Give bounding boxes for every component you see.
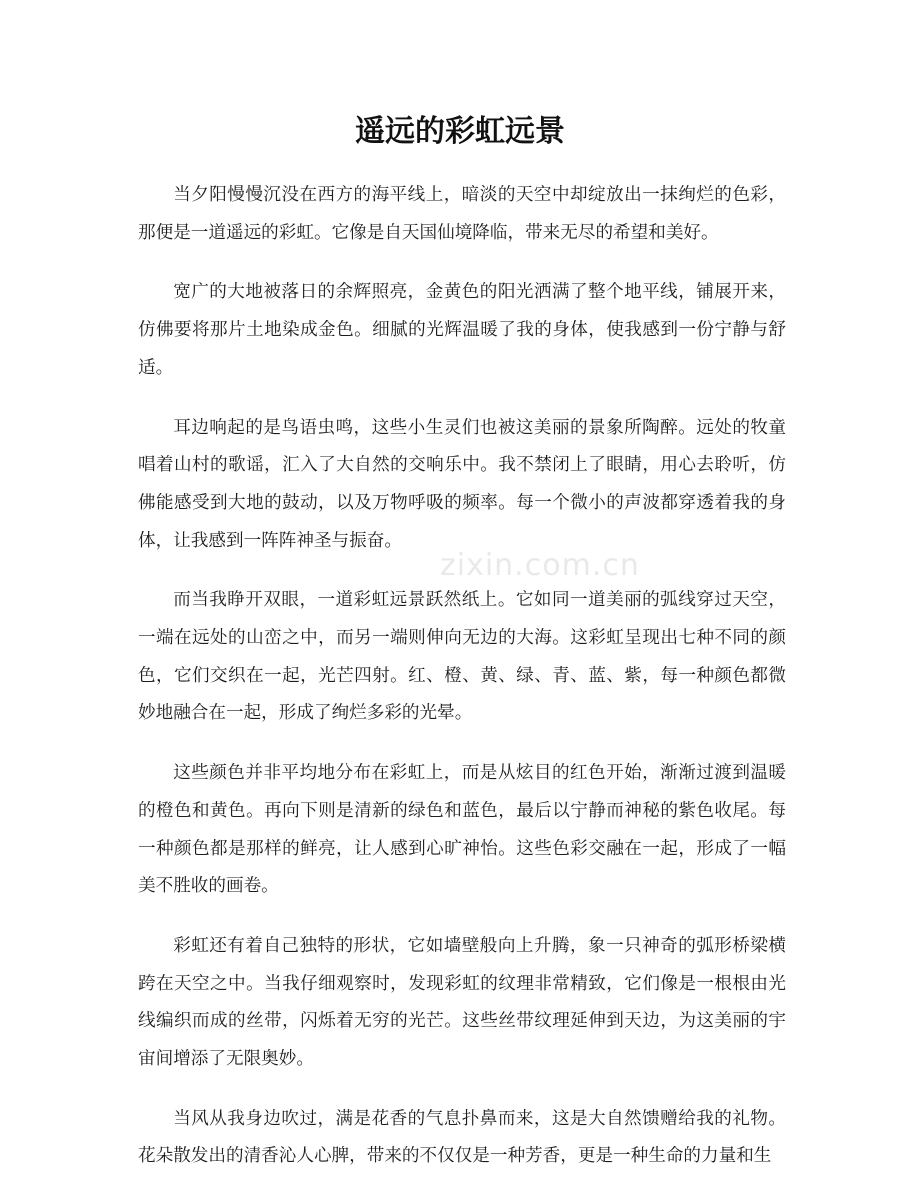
document-title: 遥远的彩虹远景 xyxy=(355,114,565,149)
paragraph-4: 而当我睁开双眼，一道彩虹远景跃然纸上。它如同一道美丽的弧线穿过天空，一端在远处的山峦之中，而另一端则伸向无边的大海。这彩虹呈现出七种不同的颜色，它们交织在一起，光芒四射。红、橙、黄、绿、青、蓝、紫，每一种颜色都微妙地融合在一起，形成了绚烂多彩的光晕。 xyxy=(138,590,786,724)
paragraph-7: 当风从我身边吹过，满是花香的气息扑鼻而来，这是大自然馈赠给我的礼物。花朵散发出的清香沁人心脾，带来的不仅仅是一种芳香，更是一种生命的力量和生 xyxy=(138,1108,786,1167)
paragraph-6: 彩虹还有着自己独特的形状，它如墙壁般向上升腾，象一只神奇的弧形桥梁横跨在天空之中。当我仔细观察时，发现彩虹的纹理非常精致，它们像是一根根由光线编织而成的丝带，闪烁着无穷的光芒。这些丝带纹理延伸到天边，为这美丽的宇宙间增添了无限奥妙。 xyxy=(138,935,786,1070)
paragraph-2: 宽广的大地被落日的余辉照亮，金黄色的阳光洒满了整个地平线，铺展开来，仿佛要将那片土地染成金色。细腻的光辉温暖了我的身体，使我感到一份宁静与舒适。 xyxy=(138,282,786,378)
watermark: zixin.com.cn xyxy=(440,548,640,583)
paragraph-1: 当夕阳慢慢沉没在西方的海平线上，暗淡的天空中却绽放出一抹绚烂的色彩，那便是一道遥远的彩虹。它像是自天国仙境降临，带来无尽的希望和美好。 xyxy=(138,185,786,243)
paragraph-5: 这些颜色并非平均地分布在彩虹上，而是从炫目的红色开始，渐渐过渡到温暖的橙色和黄色。再向下则是清新的绿色和蓝色，最后以宁静而神秘的紫色收尾。每一种颜色都是那样的鲜亮，让人感到心旷神怡。这些色彩交融在一起，形成了一幅美不胜收的画卷。 xyxy=(138,763,786,897)
paragraph-3: 耳边响起的是鸟语虫鸣，这些小生灵们也被这美丽的景象所陶醉。远处的牧童唱着山村的歌谣，汇入了大自然的交响乐中。我不禁闭上了眼睛，用心去聆听，仿佛能感受到大地的鼓动，以及万物呼吸的频率。每一个微小的声波都穿透着我的身体，让我感到一阵阵神圣与振奋。 xyxy=(138,417,786,551)
document-body xyxy=(138,177,786,1191)
